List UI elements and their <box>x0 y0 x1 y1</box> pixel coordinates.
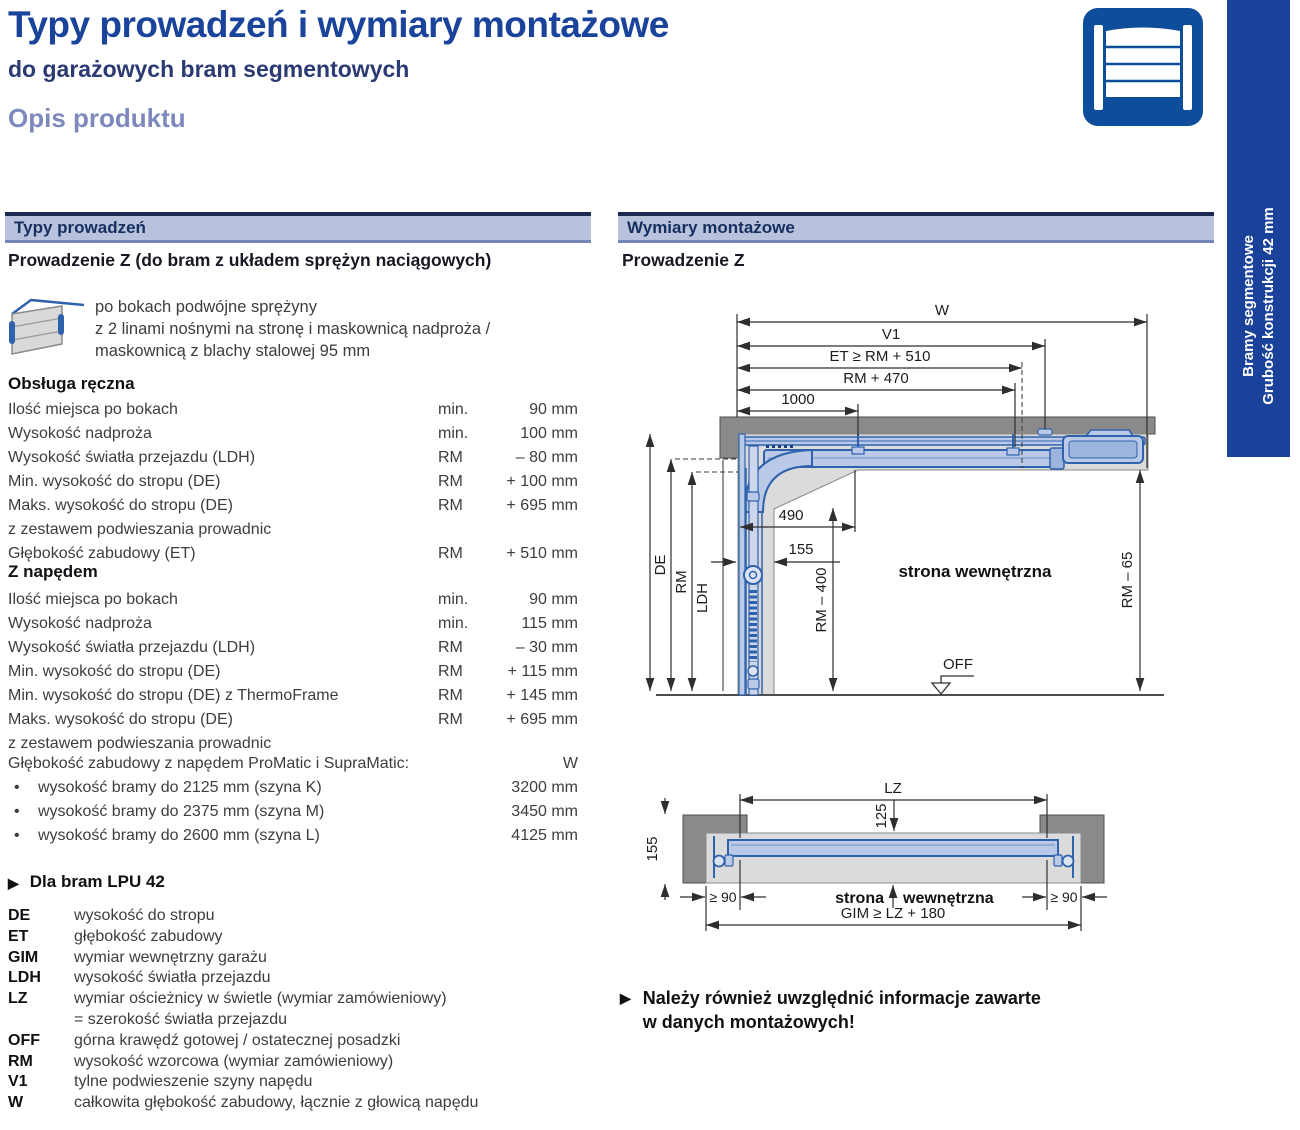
table-row: Min. wysokość do stropu (DE) RM + 115 mm <box>8 663 578 680</box>
legend-row: OFF górna krawędź gotowej / ostatecznej posadzki <box>8 1031 401 1049</box>
side-tab <box>1227 0 1290 457</box>
legend-row: W całkowita głębokość zabudowy, łącznie z głowicą napędu <box>8 1094 479 1112</box>
side-view-drawing <box>618 290 1210 715</box>
section-heading: Opis produktu <box>8 103 186 133</box>
intro-line-1: po bokach podwójne sprężyny <box>95 298 317 316</box>
legend-row: GIM wymiar wewnętrzny garażu <box>8 948 267 966</box>
depth-heading-row: Głębokość zabudowy z napędem ProMatic i SupraMatic: W <box>8 755 578 772</box>
intro-line-2: z 2 linami nośnymi na stronę i maskownicą nadproża / <box>95 320 491 338</box>
top-roller-fitting <box>747 492 759 501</box>
spring-door-icon <box>4 294 88 360</box>
dim-490-label: 490 <box>778 507 804 524</box>
bullet: • <box>14 779 20 796</box>
side-tab-line2: Grubość konstrukcji 42 mm <box>1259 207 1277 405</box>
intro-line-3: maskownicą z blachy stalowej 95 mm <box>95 342 371 360</box>
abbreviation-legend <box>8 906 582 1114</box>
inside-label: strona wewnętrzna <box>898 562 1052 581</box>
suspension-bracket <box>852 447 864 454</box>
table-row: Maks. wysokość do stropu (DE) RM + 695 mm <box>8 711 578 728</box>
left-section-bar: Typy prowadzeń <box>5 212 591 243</box>
lpu-note-text: Dla bram LPU 42 <box>29 872 165 891</box>
right-section-bar: Wymiary montażowe <box>618 212 1214 243</box>
bottom-roller <box>748 666 758 676</box>
table-row: Ilość miejsca po bokach min. 90 mm <box>8 401 578 418</box>
depth-item: • wysokość bramy do 2375 mm (szyna M) 3450 mm <box>8 800 578 824</box>
table-row: Głębokość zabudowy (ET) RM + 510 mm <box>8 545 578 562</box>
dim-1000-label: 1000 <box>781 391 815 408</box>
legend-row: = szerokość światła przejazdu <box>74 1010 287 1028</box>
legend-row: RM wysokość wzorcowa (wymiar zamówieniowy) <box>8 1052 394 1070</box>
left-roller <box>714 856 725 867</box>
table-row: Wysokość nadproża min. 100 mm <box>8 425 578 442</box>
table-row: Min. wysokość do stropu (DE) z ThermoFrame RM + 145 mm <box>8 687 578 704</box>
table-row: Maks. wysokość do stropu (DE) RM + 695 mm <box>8 497 578 514</box>
dim-de-label: DE <box>652 554 669 576</box>
door-frame <box>739 434 745 695</box>
right-roller <box>1063 856 1074 867</box>
dim-v1-label: V1 <box>881 326 901 343</box>
off-label: OFF <box>943 656 973 673</box>
side-tab-text <box>1239 207 1279 405</box>
page-title: Typy prowadzeń i wymiary montażowe <box>8 4 669 45</box>
inside-label-right: wewnętrzna <box>903 890 994 907</box>
powered-heading: Z napędem <box>8 562 98 581</box>
floor-level-icon <box>941 676 974 683</box>
dim-rm65-label: RM – 65 <box>1119 551 1136 609</box>
bullet: • <box>14 827 20 844</box>
left-subheader: Prowadzenie Z (do bram z układem sprężyn naciągowych) <box>8 250 492 270</box>
inside-label-left: strona <box>835 890 884 907</box>
side-tab-line1: Bramy segmentowe <box>1239 235 1257 377</box>
legend-row: DE wysokość do stropu <box>8 907 215 924</box>
cable-drum <box>744 566 762 584</box>
depth-section <box>8 752 578 848</box>
dim-155-plan-label: 155 <box>644 836 661 862</box>
manual-table <box>8 398 578 566</box>
table-row: Min. wysokość do stropu (DE) RM + 100 mm <box>8 473 578 490</box>
legend-row: ET głębokość zabudowy <box>8 927 223 945</box>
dim-rm400-label: RM – 400 <box>813 567 830 633</box>
table-row: z zestawem podwieszania prowadnic <box>8 521 272 538</box>
page-subtitle: do garażowych bram segmentowych <box>8 56 410 82</box>
dim-90-left-label: ≥ 90 <box>709 889 737 905</box>
door-panel-top-view <box>728 840 1058 856</box>
dim-90-right-label: ≥ 90 <box>1050 889 1078 905</box>
dim-rm-label: RM <box>673 570 690 594</box>
lpu-note <box>8 872 165 894</box>
powered-table <box>8 588 578 756</box>
plan-view-drawing <box>640 778 1120 950</box>
right-subheader: Prowadzenie Z <box>622 250 745 270</box>
arrow-marker-icon: ▶ <box>8 875 19 891</box>
installation-note <box>620 986 1041 1034</box>
note-text: Należy również uwzględnić informacje zawarte w danych montażowych! <box>642 988 1041 1032</box>
dim-et-label: ET ≥ RM + 510 <box>829 348 931 365</box>
depth-item: • wysokość bramy do 2125 mm (szyna K) 3200 mm <box>8 776 578 800</box>
sectional-door-icon <box>1083 8 1203 126</box>
dim-ldh-label: LDH <box>694 582 711 614</box>
arrow-marker-icon: ▶ <box>620 990 631 1006</box>
dim-rm470-label: RM + 470 <box>843 370 909 387</box>
dim-125-label: 125 <box>873 803 890 829</box>
table-row: z zestawem podwieszania prowadnic <box>8 735 272 752</box>
table-row: Wysokość światła przejazdu (LDH) RM – 80 mm <box>8 449 578 466</box>
dim-lz-label: LZ <box>884 780 902 797</box>
depth-item: • wysokość bramy do 2600 mm (szyna L) 4125 mm <box>8 824 578 848</box>
ceiling-bracket <box>1038 429 1052 435</box>
suspension-bracket <box>1007 448 1019 455</box>
dim-155-label: 155 <box>788 541 814 558</box>
dim-gim-label: GIM ≥ LZ + 180 <box>840 905 946 922</box>
legend-row: V1 tylne podwieszenie szyny napędu <box>8 1073 313 1091</box>
manual-heading: Obsługa ręczna <box>8 374 135 393</box>
legend-row: LDH wysokość światła przejazdu <box>8 969 271 987</box>
table-row: Wysokość nadproża min. 115 mm <box>8 615 578 632</box>
dim-w-label: W <box>934 302 950 319</box>
track-end-cap <box>1050 448 1064 469</box>
table-row: Wysokość światła przejazdu (LDH) RM – 30 mm <box>8 639 578 656</box>
table-row: Ilość miejsca po bokach min. 90 mm <box>8 591 578 608</box>
legend-row: LZ wymiar ościeżnicy w świetle (wymiar zamówieniowy) <box>8 990 447 1008</box>
bullet: • <box>14 803 20 820</box>
bottom-bracket <box>748 679 759 689</box>
